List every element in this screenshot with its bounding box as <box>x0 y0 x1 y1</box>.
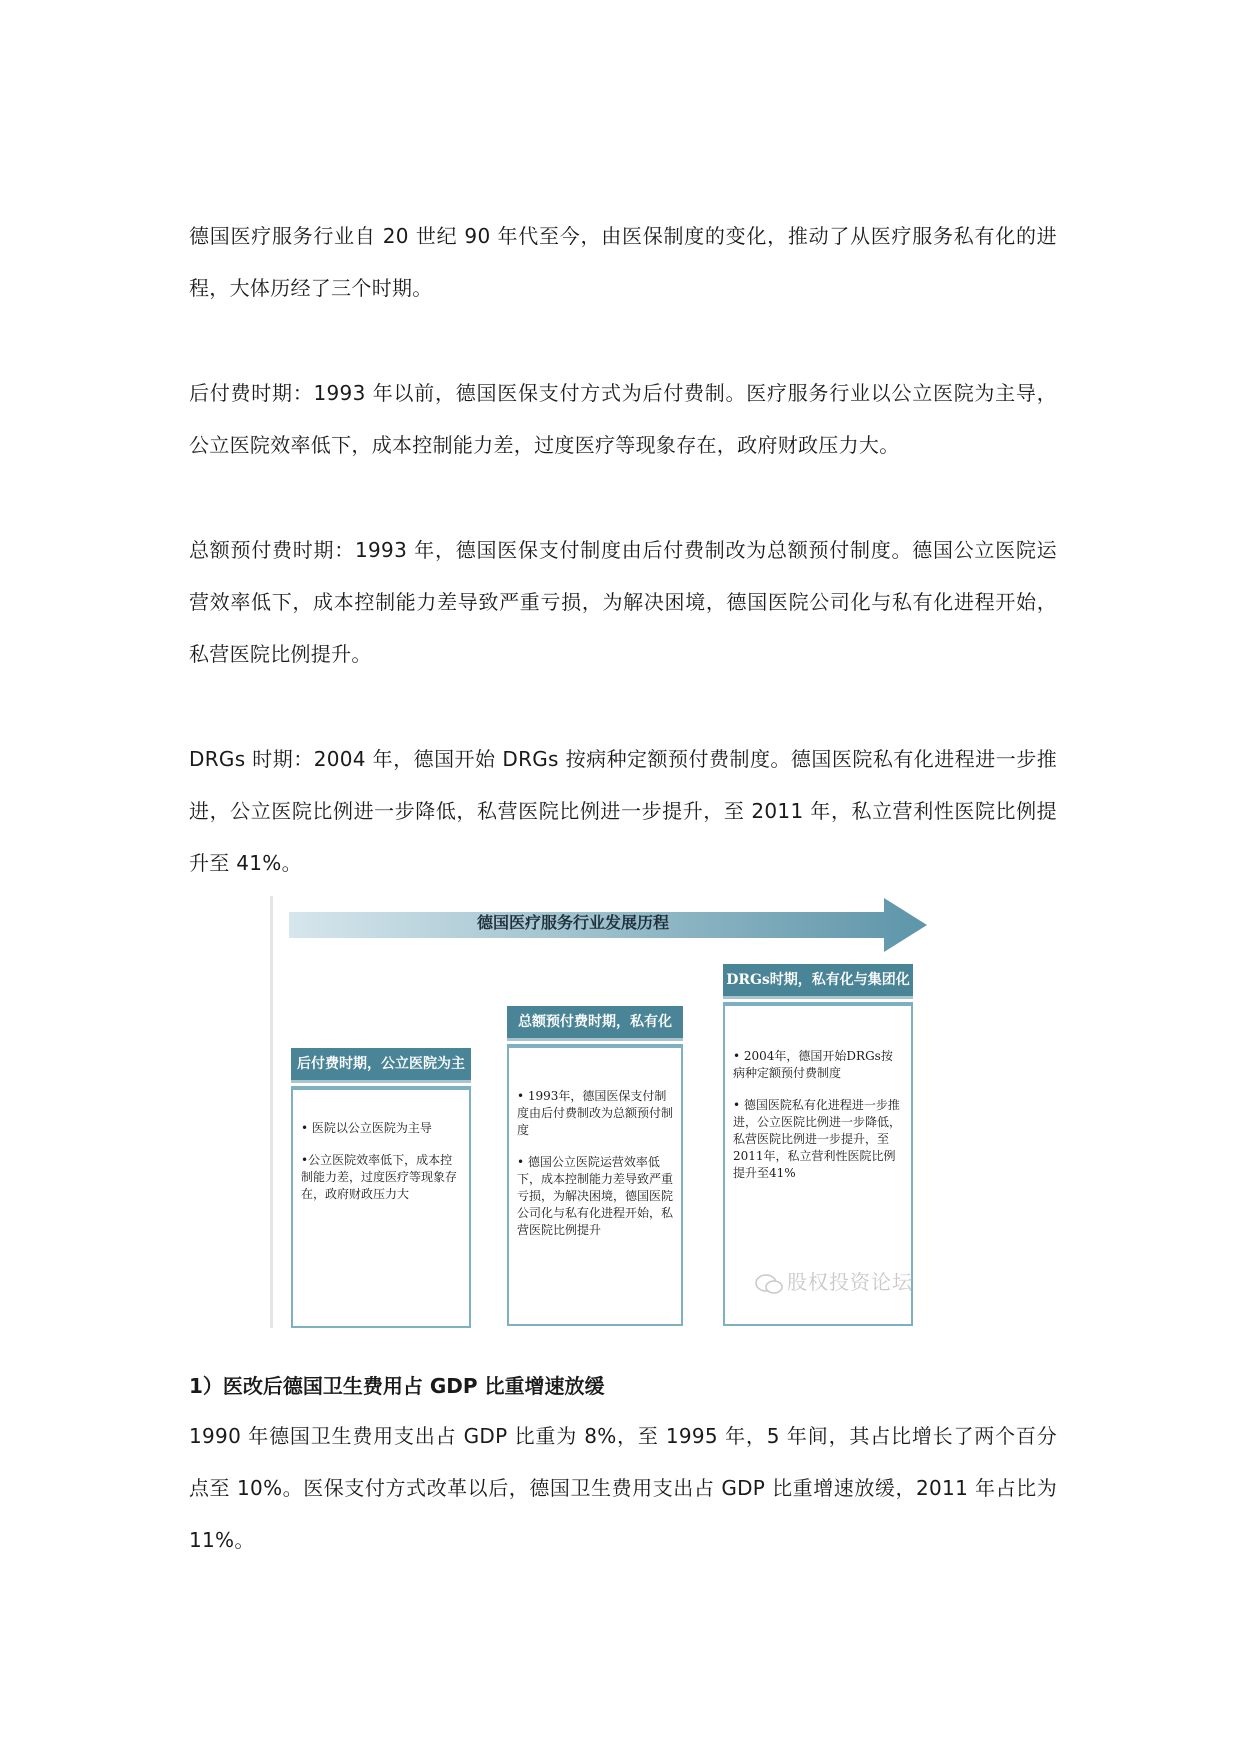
intro-paragraph: 德国医疗服务行业自 20 世纪 90 年代至今，由医保制度的变化，推动了从医疗服务私有化的进程，大体历经了三个时期。 <box>189 224 1057 300</box>
phase-2-box <box>507 1044 683 1326</box>
watermark <box>755 1266 913 1295</box>
watermark-text: 股权投资论坛 <box>787 1270 913 1294</box>
phase-3-bullet-1: • 2004年，德国开始DRGs按病种定额预付费制度 <box>733 1049 893 1080</box>
phase-2-title: 总额预付费时期，私有化 <box>507 1006 683 1041</box>
phase-1-bullet-2: •公立医院效率低下，成本控制能力差，过度医疗等现象存在，政府财政压力大 <box>301 1153 458 1201</box>
phase-2-bullet-1: • 1993年，德国医保支付制度由后付费制改为总额预付制度 <box>517 1089 674 1137</box>
phase-3-bullet-2: • 德国医院私有化进程进一步推进，公立医院比例进一步降低，私营医院比例进一步提升，至2011年，私立营利性医院比例提升至41% <box>733 1098 902 1180</box>
wechat-icon <box>755 1274 783 1294</box>
phase-1-bullet-1: • 医院以公立医院为主导 <box>301 1121 432 1135</box>
period3-paragraph: DRGs 时期：2004 年，德国开始 DRGs 按病种定额预付费制度。德国医院私有化进程进一步推进，公立医院比例进一步降低，私营医院比例进一步提升，至 2011 年，私立营利性医院比例提升至 41%。 <box>189 747 1057 875</box>
period2-paragraph: 总额预付费时期：1993 年，德国医保支付制度由后付费制改为总额预付制度。德国公立医院运营效率低下，成本控制能力差导致严重亏损，为解决困境，德国医院公司化与私有化进程开始，私营医院比例提升。 <box>189 538 1057 666</box>
section-body-paragraph: 1990 年德国卫生费用支出占 GDP 比重为 8%，至 1995 年，5 年间，其占比增长了两个百分点至 10%。医保支付方式改革以后，德国卫生费用支出占 GDP 比重增速放缓，2011 年占比为 11%。 <box>189 1424 1057 1552</box>
phase-2-bullet-2: • 德国公立医院运营效率低下，成本控制能力差导致严重亏损，为解决困境，德国医院公司化与私有化进程开始，私营医院比例提升 <box>517 1155 674 1237</box>
section-heading: 1）医改后德国卫生费用占 GDP 比重增速放缓 <box>189 1374 605 1398</box>
figure-title: 德国医疗服务行业发展历程 <box>476 913 669 932</box>
period1-paragraph: 后付费时期：1993 年以前，德国医保支付方式为后付费制。医疗服务行业以公立医院为主导，公立医院效率低下，成本控制能力差，过度医疗等现象存在，政府财政压力大。 <box>189 381 1057 457</box>
phase-1-title: 后付费时期，公立医院为主 <box>291 1048 471 1083</box>
development-timeline-figure <box>270 896 935 1328</box>
phase-1-box <box>291 1086 471 1328</box>
phase-3-title: DRGs时期，私有化与集团化 <box>723 964 913 999</box>
